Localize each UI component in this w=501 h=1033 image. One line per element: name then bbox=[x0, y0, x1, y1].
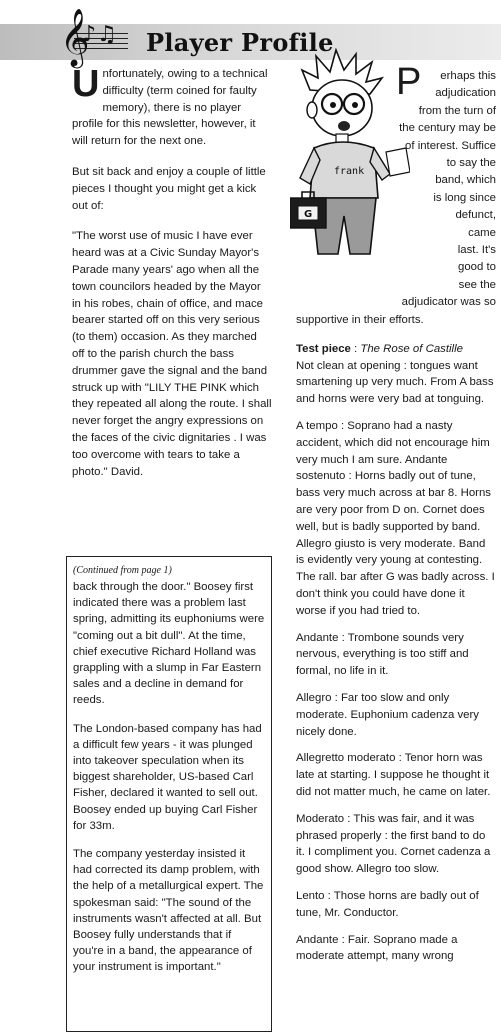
intro-line: erhaps this bbox=[440, 70, 496, 82]
adjudication-intro bbox=[296, 61, 496, 316]
shirt-text: frank bbox=[334, 166, 365, 177]
page-title: Player Profile bbox=[146, 28, 334, 57]
quote-paragraph: "The worst use of music I have ever heard was at a Civic Sunday Mayor's Parade many years' ago when all the town councilors headed by the Mayor in his robes, chain of office, and mace bearer started off on this very serious (to them) occasion. As they marched off to the parish church the bass drummer gave the signal and the band struck up with "LILY THE PINK which they repeated all along the route. I shall never forget the angry expressions on the faces of the civic dignitaries . I was too overcome with tears to take a photo." David. bbox=[72, 230, 272, 478]
adjudication-entry: Lento : Those horns are badly out of tune, Mr. Conductor. bbox=[296, 889, 479, 919]
intro-line: to say the bbox=[446, 157, 496, 169]
intro-text: nfortunately, owing to a technical difficulty (term coined for faulty memory), there is no player profile for this newsletter, however, it will return for the next one. bbox=[72, 68, 268, 148]
intro-line: adjudication bbox=[435, 87, 496, 100]
paragraph: The London-based company has had a difficult few years - it was plunged into takeover speculation when its biggest shareholder, US-based Carl Fisher, declared it wanted to sell out. Boosey ended up buying Carl Fisher for 33m. bbox=[73, 722, 262, 832]
adjudication-entry: Andante : Trombone sounds very nervous, everything is too stiff and formal, no life in it. bbox=[296, 631, 469, 678]
drop-cap: U bbox=[72, 63, 100, 105]
intro-line: band, which bbox=[435, 174, 496, 187]
case-letter: G bbox=[304, 209, 313, 220]
continued-note: (Continued from page 1) bbox=[73, 565, 172, 576]
continued-article-box bbox=[66, 556, 272, 1032]
intro-line: last. It's bbox=[457, 244, 496, 256]
drop-cap: P bbox=[396, 61, 422, 103]
right-column bbox=[296, 61, 496, 975]
music-notes-icon: ♪♫ bbox=[82, 22, 118, 47]
adjudication-entry: Andante : Fair. Soprano made a moderate attempt, many wrong bbox=[296, 933, 458, 963]
intro-tail: supportive in their efforts. bbox=[296, 314, 424, 326]
intro-line: from the turn of bbox=[418, 104, 496, 117]
intro-paragraph bbox=[72, 63, 272, 150]
intro-line: adjudicator was so bbox=[401, 296, 496, 309]
test-piece-label: Test piece bbox=[296, 342, 351, 355]
intro-line: see the bbox=[458, 278, 496, 291]
intro-line: came bbox=[468, 226, 496, 239]
adjudication-entry: Moderato : This was fair, and it was phrased properly : the first band to do it. I compliment you. Cornet cadenza a good show. Allegro too slow. bbox=[296, 812, 491, 876]
paragraph: The company yesterday insisted it had corrected its damp problem, with the help of a metallurgical expert. The spokesman said: "The sound of the instruments wasn't affected at all. But Boosey fully understands that if you're in a band, the appearance of your instrument is important." bbox=[73, 848, 264, 974]
intro-line: the century may be bbox=[399, 122, 496, 135]
adjudication-entry: Allegretto moderato : Tenor horn was late at starting. I suppose he thought it did not matter much, he came on later. bbox=[296, 752, 491, 798]
separator: : bbox=[350, 342, 361, 355]
paragraph: But sit back and enjoy a couple of little pieces I thought you might get a kick out of: bbox=[72, 165, 266, 212]
test-piece-body: Not clean at opening : tongues want smartening up very much. From A bass and horns were very bad at tonguing. bbox=[296, 359, 494, 406]
left-column bbox=[72, 63, 272, 494]
intro-line: good to bbox=[457, 261, 496, 274]
intro-line: defunct, bbox=[455, 209, 496, 222]
paragraph: back through the door." Boosey first indicated there was a problem last spring, admitting its euphoniums were "coming out a bit dull". At the time, chief executive Richard Holland was grappling with a slump in Far Eastern sales and a decline in demand for reeds. bbox=[73, 581, 265, 707]
test-piece-title: The Rose of Castille bbox=[360, 342, 463, 355]
adjudication-entry: A tempo : Soprano had a nasty accident, which did not encourage him very much I am sure. Andante sostenuto : Horns badly out of tune, bass very much across at bar 8. Horns are very poor from D on. Cornet does well, but is badly supported by band. Allegro giusto is very moderate. Band is evidently very young at contesting. The rall. bar after G was badly across. I don't think you could have done it worse if you had tried to. bbox=[296, 419, 495, 617]
treble-clef-icon: 𝄞 bbox=[60, 8, 90, 66]
adjudication-entry: Allegro : Far too slow and only moderate. Euphonium cadenza very nicely done. bbox=[296, 691, 479, 738]
intro-line: is long since bbox=[433, 191, 496, 204]
test-piece-paragraph bbox=[296, 341, 496, 408]
intro-line: of interest. Suffice bbox=[405, 139, 496, 152]
